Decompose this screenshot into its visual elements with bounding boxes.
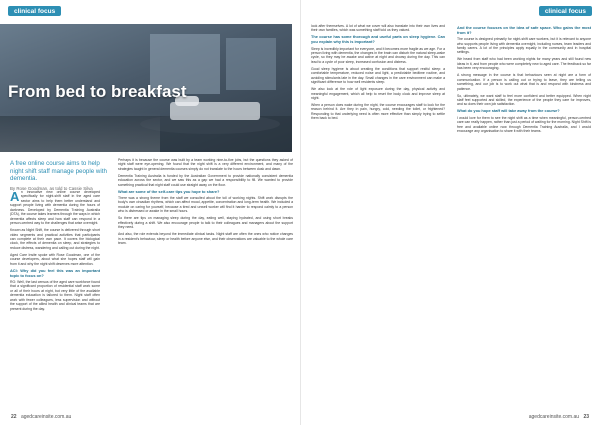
article-paragraph: We also look at the role of light exposure during the day, physical activity and meaningful engagement, which all help to reset the body clock and improve sleep at night. — [311, 87, 445, 101]
byline: By Rose Goodman, as told to Cassie Silva — [10, 185, 93, 191]
article-paragraph: Perhaps it is because the course was built by a team working nine-to-five jobs, but the questions they asked of night staff were eye-opening. We found that the night shift is a very different environment, and many of the strategies taught in general dementia courses simply do not translate to the hours between dusk and dawn. — [118, 158, 293, 171]
article-paragraph: The course is designed primarily for night-shift care workers, but it is relevant to anyone who supports people living with dementia overnight, including nurses, team leaders and family carers. A lot of the principles apply equally in the community and in hospital settings. — [457, 37, 591, 55]
article-paragraph: We heard from staff who had been working nights for many years and still found new ideas in it, and from people who were completely new to aged care. The feedback so far has been very encouraging. — [457, 57, 591, 71]
left-column-2 — [118, 158, 293, 248]
footer-site: agedcareinsite.com.au — [528, 414, 580, 420]
article-title: From bed to breakfast — [8, 82, 187, 101]
footer-right — [529, 414, 592, 420]
section-tag: clinical focus — [8, 6, 61, 16]
article-subheading: What are some of the self-care tips you hope to share? — [118, 188, 220, 194]
article-subheading: And the course focuses on the idea of safe space. Who gains the most from it? — [457, 25, 591, 35]
article-paragraph: There was a strong theme from the staff we consulted about the toll of working nights. Shift work disrupts the body's own circadian rhythms, which can affect mood, appetite, concentration and long-term health. We included a module on caring for yourself, because a tired and unwell worker will find it harder to respond calmly to a person who is distressed or awake in the small hours. — [118, 196, 293, 214]
drop-cap: A — [10, 188, 20, 204]
footer-left — [8, 414, 71, 420]
hero-overlay — [0, 112, 160, 152]
article-paragraph: I would love for them to see the night shift as a time when meaningful, person-centred care can really happen, rather than just a period of waiting for the morning. Night Shift is free and available online now through Dementia Training Australia, and I would encourage any organisation to share it with their teams. — [457, 115, 591, 134]
article-paragraph: Sleep is incredibly important for everyone, and it becomes more fragile as we age. For a person living with dementia, the changes in the brain can disturb the natural sleep-wake cycle, so they may be awake and active at night and drowsy during the day. This can lead to a cycle of poor sleep, increased confusion and distress. — [311, 46, 445, 64]
article-paragraph: look after themselves. A lot of what we cover will also translate into their own lives and their own families, which was something staff told us they valued. — [311, 24, 445, 33]
right-column-1 — [311, 24, 445, 123]
standfirst-text: A free online course aims to help night shift staff manage people with dementia. — [10, 160, 107, 183]
article-paragraph: An innovative new online course developed specifically for night-shift staff in the aged care sector aims to help them better understand and support people living with dementia during the hours of darkness. Developed by Dementia Training Australia (DTA), the course takes learners through the ways in which dementia affects sleep and how staff can respond in a person-centred way to the challenges that arise overnight. — [10, 188, 100, 226]
standfirst — [10, 160, 110, 191]
article-subheading: What do you hope staff will take away from the course? — [457, 108, 560, 114]
article-paragraph: And also, the role extends beyond the immediate clinical tasks. Night staff are often the ones who notice changes in a resident's behaviour, sleep or health before anyone else, and their observations are valuable to the whole care team. — [118, 232, 293, 246]
right-page — [300, 0, 600, 425]
article-paragraph: So there are tips on managing sleep during the day, eating well, staying hydrated, and using short breaks effectively during a shift. We also encourage people to talk to their colleagues and managers about the support they need. — [118, 216, 293, 230]
page-number: 23 — [583, 414, 589, 420]
article-paragraph: Dementia Training Australia is funded by the Australian Government to provide nationally consistent dementia education across the sector, and we saw this as a gap we had a responsibility to fill. We wanted to provide something practical that night staff could use straight away on the floor. — [118, 173, 293, 187]
article-paragraph: Aged Care Insite spoke with Rose Goodman, one of the course developers, about what she hopes staff will gain from it and why the night shift deserves more attention. — [10, 252, 100, 266]
section-tag: clinical focus — [539, 6, 592, 16]
article-subheading: The course has some thorough and useful parts on sleep hygiene. Can you explain why this is important? — [311, 34, 445, 45]
article-paragraph: Known as Night Shift, the course is delivered through short video segments and practical activities that participants can complete at their own pace. It covers the biological clock, the effects of dementia on sleep, and strategies to reduce distress, wandering and calling out during the night. — [10, 228, 100, 250]
hero-image — [0, 24, 292, 152]
left-column-1 — [10, 190, 100, 314]
right-column-2 — [457, 24, 591, 136]
article-subheading: ACI: Why did you feel this was an important topic to focus on? — [10, 267, 100, 278]
article-paragraph: RG: Well, the last census of the aged care workforce found that a significant proportion of residential staff work some or all of their hours at night, but very little of the available dementia education is tailored to them. Night staff often work with fewer colleagues, less supervision and without the support of the allied health and clinical teams that are present during the day. — [10, 279, 100, 311]
article-paragraph: A strong message in the course is that behaviours seen at night are a form of communication. If a person is calling out or trying to leave, they are telling us something, and our job is to work out what that is and respond with kindness and patience. — [457, 73, 591, 91]
article-paragraph: So, ultimately, we want staff to feel more confident and better equipped. When night staff feel supported and skilled, the experience of the people they care for improves, and so does their own job satisfaction. — [457, 93, 591, 107]
page-number: 22 — [11, 414, 17, 420]
article-paragraph: Good sleep hygiene is about creating the conditions that support restful sleep: a comfortable temperature, reduced noise and light, a predictable bedtime routine, and avoiding stimulants late in the day. Small changes in the care environment can make a significant difference to how well residents sleep. — [311, 66, 445, 85]
footer-site: agedcareinsite.com.au — [20, 414, 72, 420]
article-paragraph: When a person does wake during the night, the course encourages staff to look for the reason behind it. Are they in pain, hungry, cold, needing the toilet, or frightened? Responding to that underlying need is often more effective than simply trying to settle them back to bed. — [311, 102, 445, 121]
